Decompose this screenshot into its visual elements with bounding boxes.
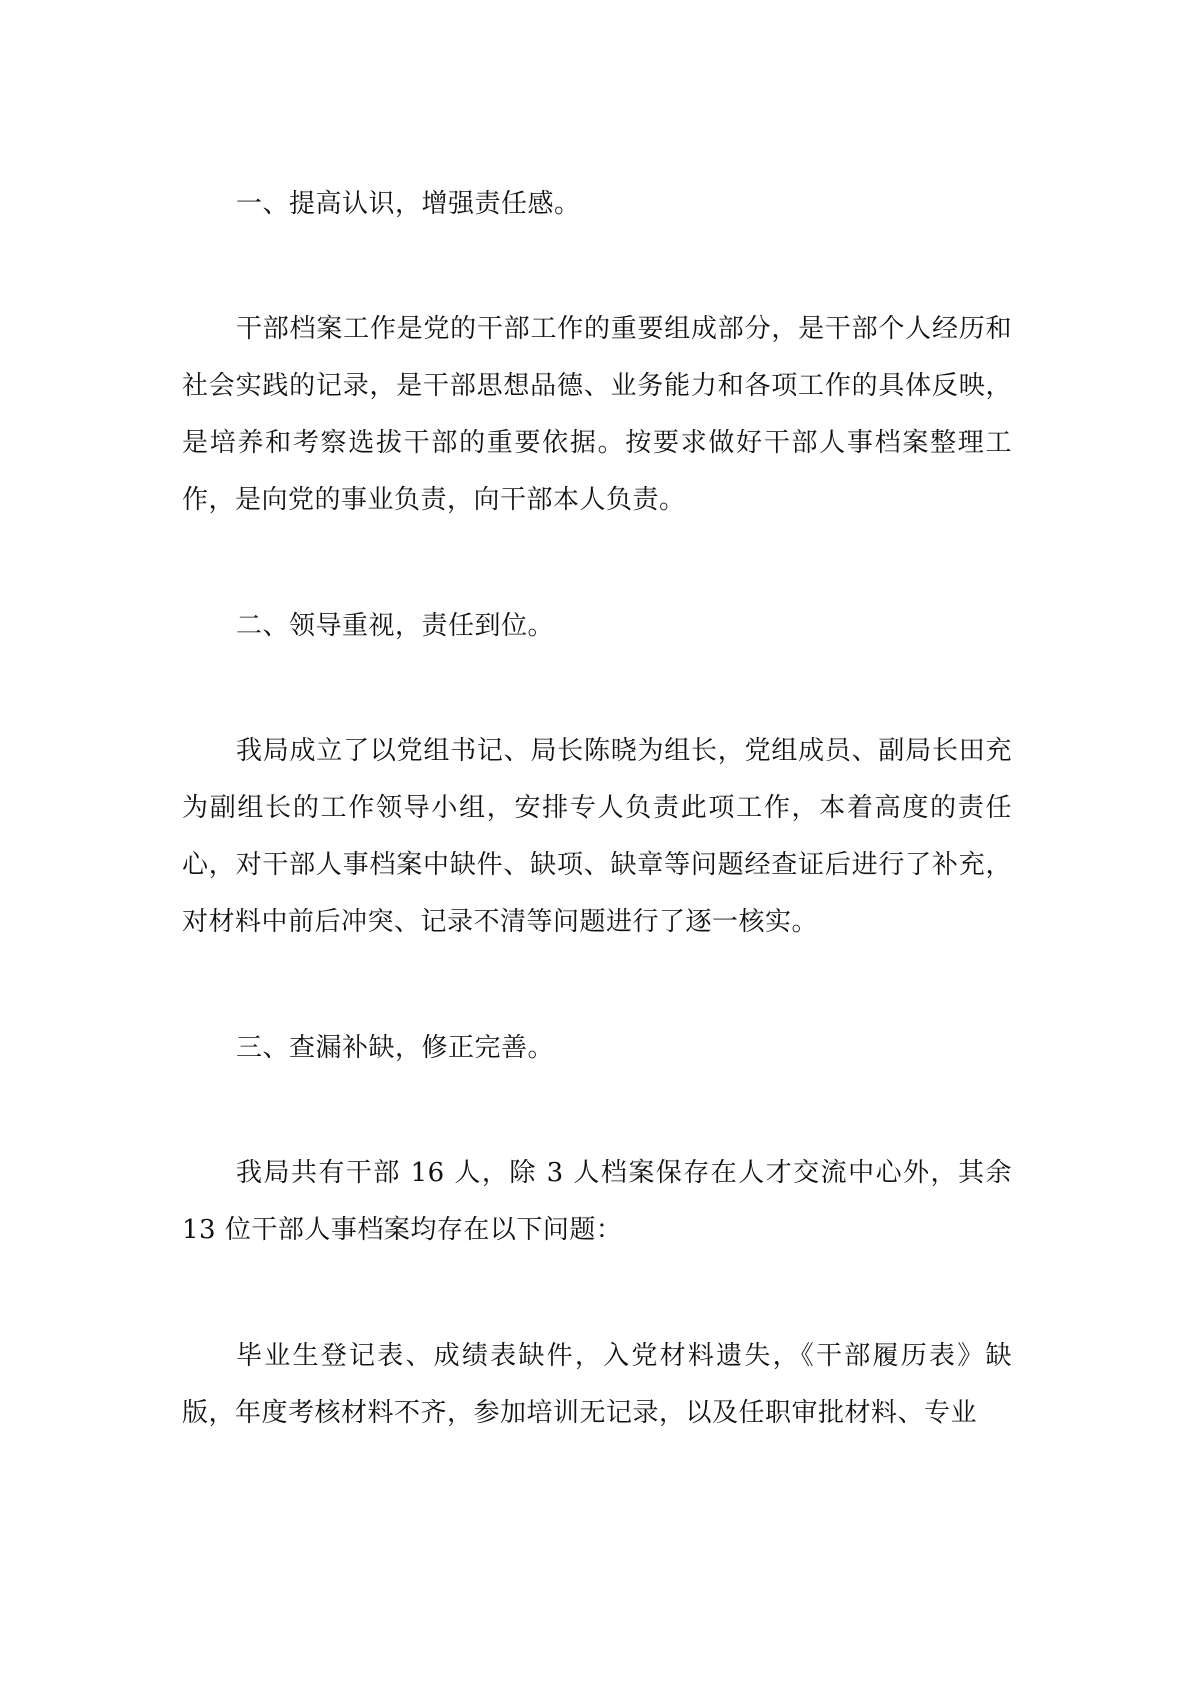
section-heading-2: 二、领导重视，责任到位。 [236,611,555,641]
section-heading-1: 一、提高认识，增强责任感。 [236,189,581,219]
document-body [182,176,1012,1442]
paragraph-1: 干部档案工作是党的干部工作的重要组成部分，是干部个人经历和社会实践的记录，是干部思想品德、业务能力和各项工作的具体反映，是培养和考察选拔干部的重要依据。按要求做好干部人事档案整理工作，是向党的事业负责，向干部本人负责。 [182,314,1012,515]
paragraph-3: 我局共有干部 16 人，除 3 人档案保存在人才交流中心外，其余 13 位干部人事档案均存在以下问题： [182,1158,1012,1245]
section-heading-3: 三、查漏补缺，修正完善。 [236,1033,555,1063]
paragraph-4: 毕业生登记表、成绩表缺件，入党材料遗失，《干部履历表》缺版，年度考核材料不齐，参加培训无记录，以及任职审批材料、专业 [182,1341,1012,1428]
paragraph-2: 我局成立了以党组书记、局长陈晓为组长，党组成员、副局长田充为副组长的工作领导小组，安排专人负责此项工作，本着高度的责任心，对干部人事档案中缺件、缺项、缺章等问题经查证后进行了补充，对材料中前后冲突、记录不清等问题进行了逐一核实。 [182,736,1012,937]
